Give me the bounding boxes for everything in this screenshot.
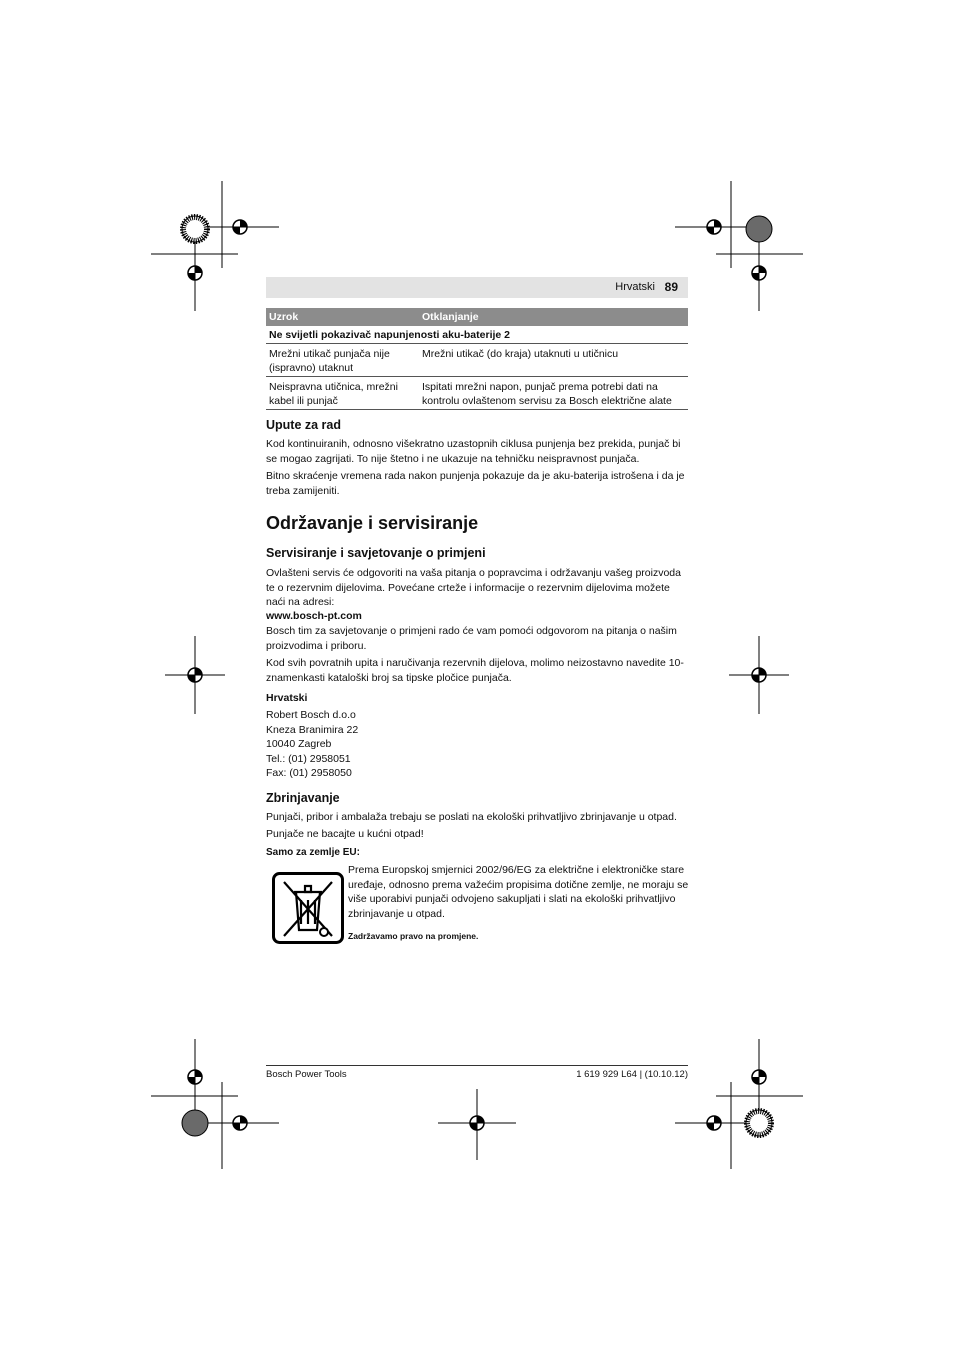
footer-document-number: 1 619 929 L64 | (10.10.12): [576, 1069, 688, 1080]
address-line: Kneza Branimira 22: [266, 723, 359, 736]
table-row: [266, 377, 688, 410]
table-header: [266, 308, 688, 326]
table-group-title: Ne svijetli pokazivač napunjenosti aku-baterije 2: [269, 329, 510, 341]
reserved-notice: Zadržavamo pravo na promjene.: [348, 931, 479, 941]
service-paragraph-2: Bosch tim za savjetovanje o primjeni rado će vam pomoći odgovorom na pitanja o našim proizvodima i priboru.: [266, 625, 677, 652]
eu-label: Samo za zemlje EU:: [266, 847, 360, 858]
page-number: 89: [664, 280, 678, 294]
service-paragraph-3: Kod svih povratnih upita i naručivanja rezervnih dijelova, molimo neizostavno navedite 10-znamenkasti kataloški broj sa tipske pločice punjača.: [266, 657, 684, 684]
service-url-link[interactable]: www.bosch-pt.com: [266, 610, 362, 622]
column-header-remedy: Otklanjanje: [422, 311, 479, 323]
header-language: Hrvatski: [615, 281, 655, 293]
disposal-paragraph-2: Punjače ne bacajte u kućni otpad!: [266, 828, 424, 840]
table-row: [266, 344, 688, 377]
troubleshooting-table: [266, 308, 688, 410]
table-group-row: [266, 326, 688, 344]
column-header-cause: Uzrok: [269, 311, 299, 323]
table-cell-cause: Neispravna utičnica, mrežni kabel ili punjač: [269, 381, 398, 407]
usage-paragraph-2: Bitno skraćenje vremena rada nakon punjenja pokazuje da je aku-baterija istrošena i da je treba zamijeniti.: [266, 470, 685, 497]
address-line: Fax: (01) 2958050: [266, 767, 352, 779]
disposal-heading: Zbrinjavanje: [266, 791, 340, 805]
address-line: Robert Bosch d.o.o: [266, 709, 356, 721]
maintenance-heading: Održavanje i servisiranje: [266, 513, 479, 533]
footer-brand: Bosch Power Tools: [266, 1069, 347, 1080]
table-cell-remedy: Ispitati mrežni napon, punjač prema potrebi dati na kontrolu ovlaštenom servisu za Bosch električne alate: [422, 381, 672, 407]
service-heading: Servisiranje i savjetovanje o primjeni: [266, 546, 486, 560]
service-address: [266, 708, 690, 781]
disposal-paragraph-1: Punjači, pribor i ambalaža trebaju se poslati na ekološki prihvatljivo zbrinjavanje u otpad.: [266, 811, 677, 823]
crossed-out-wheelie-bin-icon: [272, 872, 344, 944]
page-header: [266, 277, 688, 298]
footer-divider: [266, 1065, 688, 1066]
address-line: 10040 Zagreb: [266, 738, 332, 750]
eu-directive-text: Prema Europskoj smjernici 2002/96/EG za električne i elektroničke stare uređaje, odnosno prema važećim propisima dotične zemlje, ne moraju se više uporabivi punjači odvojeno sakupljati i slati na ekološki prihvatljivo zbrinjavanje u otpad.: [348, 864, 689, 920]
country-label: Hrvatski: [266, 692, 308, 704]
table-cell-cause: Mrežni utikač punjača nije (ispravno) utaknut: [269, 348, 390, 374]
address-line: Tel.: (01) 2958051: [266, 752, 351, 765]
service-paragraph-1: Ovlašteni servis će odgovoriti na vaša pitanja o popravcima i održavanju vašeg proizvoda te o rezervnim dijelovima. Povećane crteže i informacije o rezervnim dijelovima možete naći na adresi:: [266, 567, 681, 608]
usage-heading: Upute za rad: [266, 418, 342, 432]
usage-paragraph-1: Kod kontinuiranih, odnosno višekratno uzastopnih ciklusa punjenja bez prekida, punjač bi se mogao zagrijati. To nije štetno i ne ukazuje na tehničku neispravnost punjača.: [266, 438, 681, 465]
table-cell-remedy: Mrežni utikač (do kraja) utaknuti u utičnicu: [422, 348, 619, 360]
